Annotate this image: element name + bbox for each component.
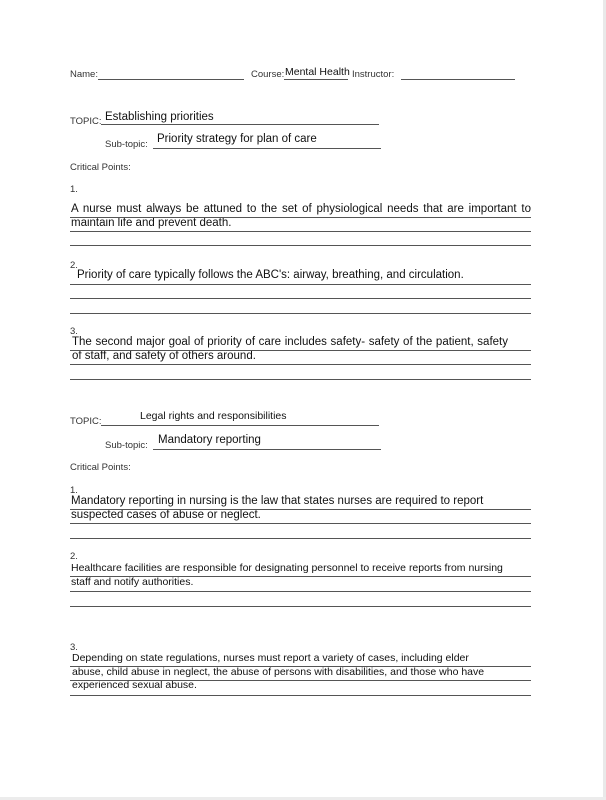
topic-value: Legal rights and responsibilities [140, 410, 287, 422]
point-number: 3. [70, 642, 78, 653]
critical-point-text: Healthcare facilities are responsible for designating personnel to receive reports from nursing staff and notify authorities. [71, 562, 503, 588]
topic-field[interactable] [101, 425, 379, 426]
topic-field[interactable] [101, 124, 379, 125]
instructor-field[interactable] [401, 79, 515, 80]
critical-point-text: Depending on state regulations, nurses must report a variety of cases, including elder abuse, child abuse in neglect, the abuse of persons with disabilities, and those who have experienced sexual abuse. [72, 652, 485, 691]
point-number: 2. [70, 551, 78, 562]
point-number: 1. [70, 485, 78, 496]
critical-point-text: Priority of care typically follows the ABC's: airway, breathing, and circulation. [77, 269, 464, 281]
subtopic-value: Mandatory reporting [158, 434, 261, 446]
point-number: 2. [70, 260, 78, 271]
subtopic-label: Sub-topic: [105, 139, 148, 150]
topic-label: TOPIC: [70, 116, 102, 127]
subtopic-field[interactable] [153, 449, 381, 450]
critical-point-text: A nurse must always be attuned to the set of physiological needs that are important to maintain life and prevent death. [71, 203, 531, 229]
point-number: 1. [70, 184, 78, 195]
point-number: 3. [70, 326, 78, 337]
course-field[interactable] [284, 79, 348, 80]
name-label: Name: [70, 69, 98, 80]
topic-value: Establishing priorities [105, 111, 214, 123]
subtopic-label: Sub-topic: [105, 440, 148, 451]
instructor-label: Instructor: [352, 69, 395, 80]
critical-points-label: Critical Points: [70, 462, 131, 473]
critical-point-text: Mandatory reporting in nursing is the law that states nurses are required to report suspected cases of abuse or neglect. [71, 495, 484, 521]
name-field[interactable] [98, 79, 244, 80]
topic-label: TOPIC: [70, 416, 102, 427]
course-label: Course: [251, 69, 285, 80]
course-value: Mental Health [285, 66, 350, 78]
subtopic-field[interactable] [153, 148, 381, 149]
critical-point-text: The second major goal of priority of care includes safety- safety of the patient, safety of staff, and safety of others around. [72, 336, 508, 362]
critical-points-label: Critical Points: [70, 162, 131, 173]
subtopic-value: Priority strategy for plan of care [157, 133, 317, 145]
